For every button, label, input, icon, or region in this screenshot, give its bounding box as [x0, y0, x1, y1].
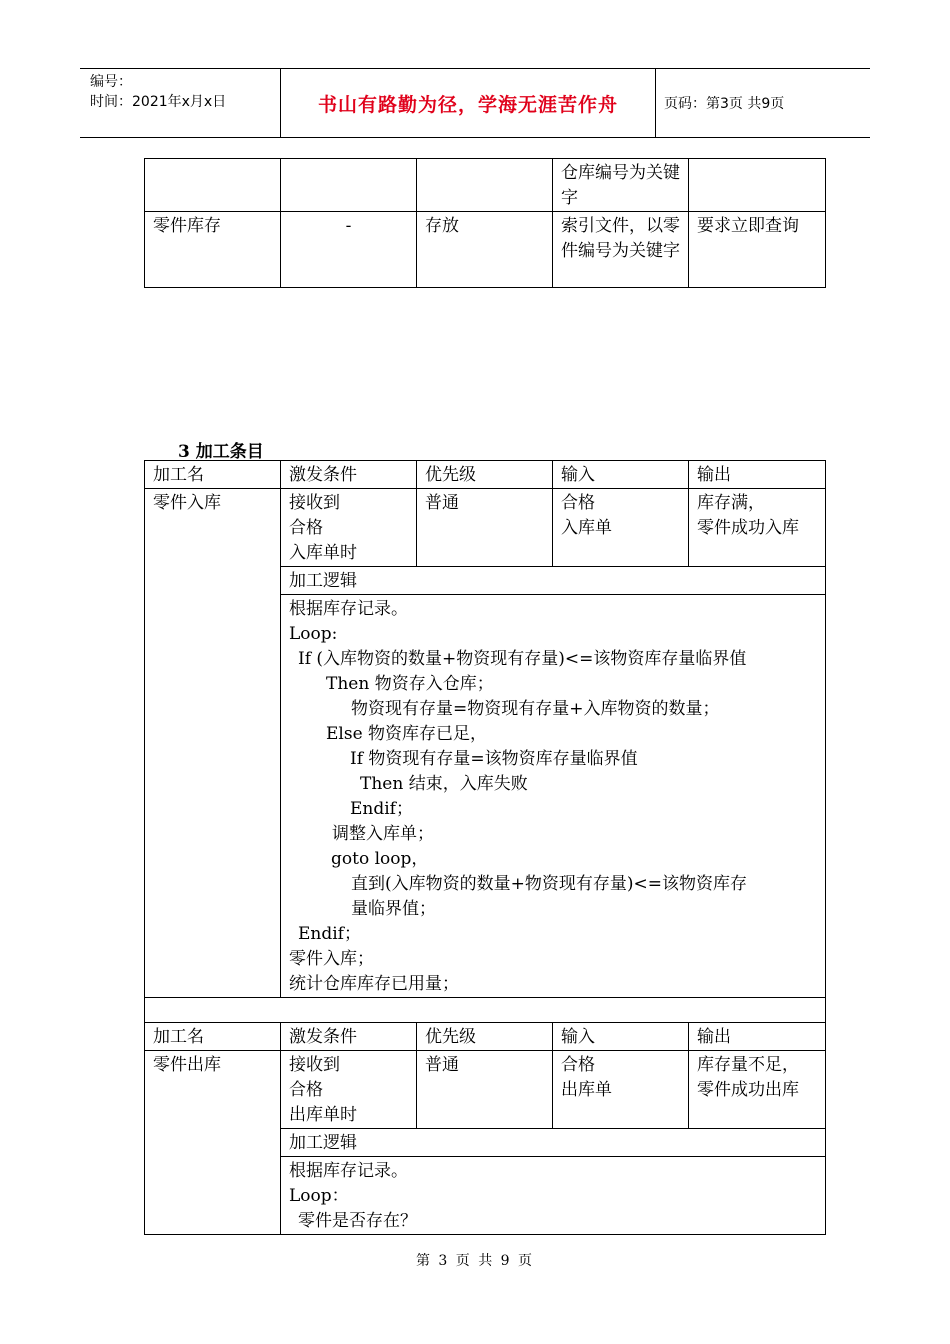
trigger-cell	[281, 489, 417, 567]
logic-label: 加工逻辑	[281, 1129, 826, 1157]
table-cell: 索引文件，以零件编号为关键字	[553, 212, 689, 288]
logic-line: Then 物资存入仓库；	[326, 674, 494, 694]
input-line: 合格	[561, 493, 595, 513]
process-name: 零件出库	[145, 1051, 281, 1235]
input-line: 合格	[561, 1055, 595, 1075]
header-cell: 输入	[553, 1023, 689, 1051]
table-cell: 仓库编号为关键字	[553, 159, 689, 212]
output-line: 零件成功出库	[697, 1080, 799, 1100]
header-motto: 书山有路勤为径，学海无涯苦作舟	[280, 69, 656, 137]
trigger-cell	[281, 1051, 417, 1129]
trigger-line: 接收到	[289, 1055, 340, 1075]
table-row	[145, 159, 826, 212]
section-title: 3 加工条目	[178, 442, 264, 462]
table-cell: 存放	[417, 212, 553, 288]
table-cell	[145, 159, 281, 212]
logic-line: 量临界值；	[351, 899, 436, 919]
header-cell: 激发条件	[281, 1023, 417, 1051]
data-store-table	[144, 158, 826, 288]
logic-cell	[281, 1157, 826, 1235]
header-cell: 输入	[553, 461, 689, 489]
logic-label: 加工逻辑	[281, 567, 826, 595]
table-row	[145, 489, 826, 567]
header-cell: 输出	[689, 461, 826, 489]
output-line: 零件成功入库	[697, 518, 799, 538]
logic-line: Loop：	[289, 1186, 349, 1206]
table-header-row	[145, 461, 826, 489]
logic-line: 根据库存记录。	[289, 1161, 408, 1181]
logic-line: Loop:	[289, 624, 338, 644]
input-line: 入库单	[561, 518, 612, 538]
header-cell: 激发条件	[281, 461, 417, 489]
table-row	[145, 1051, 826, 1129]
header-cell: 加工名	[145, 1023, 281, 1051]
header-cell: 输出	[689, 1023, 826, 1051]
logic-line: 零件入库；	[289, 949, 374, 969]
header-cell: 优先级	[417, 461, 553, 489]
logic-line: 根据库存记录。	[289, 599, 408, 619]
table-cell: 零件库存	[145, 212, 281, 288]
page-footer: 第 3 页 共 9 页	[415, 1253, 535, 1269]
table-cell	[281, 159, 417, 212]
page-header	[80, 68, 870, 138]
output-line: 库存满，	[697, 493, 765, 513]
logic-line: 零件是否存在？	[298, 1211, 417, 1231]
header-page-info: 页码：第3页 共9页	[664, 96, 785, 112]
input-cell	[553, 489, 689, 567]
logic-line: goto loop，	[331, 849, 429, 869]
logic-line: 调整入库单；	[332, 824, 434, 844]
priority-cell: 普通	[417, 1051, 553, 1129]
logic-line: If (入库物资的数量+物资现有存量)<=该物资库存量临界值	[298, 649, 747, 669]
date-label: 时间：2021年x月x日	[90, 94, 227, 110]
table-cell: 要求立即查询	[689, 212, 826, 288]
output-line: 库存量不足，	[697, 1055, 799, 1075]
table-cell	[689, 159, 826, 212]
table-header-row	[145, 1023, 826, 1051]
trigger-line: 合格	[289, 518, 323, 538]
priority-cell: 普通	[417, 489, 553, 567]
logic-line: 统计仓库库存已用量；	[289, 974, 459, 994]
output-cell	[689, 489, 826, 567]
spacer-cell	[145, 998, 826, 1023]
input-line: 出库单	[561, 1080, 612, 1100]
header-meta	[80, 69, 280, 137]
trigger-line: 入库单时	[289, 543, 357, 563]
logic-line: Then 结束，入库失败	[360, 774, 528, 794]
doc-number-label: 编号：	[90, 74, 132, 90]
logic-line: Endif；	[298, 924, 361, 944]
output-cell	[689, 1051, 826, 1129]
logic-cell	[281, 595, 826, 998]
table-cell	[417, 159, 553, 212]
header-cell: 加工名	[145, 461, 281, 489]
table-row	[145, 212, 826, 288]
process-table	[144, 460, 826, 1235]
header-cell: 优先级	[417, 1023, 553, 1051]
spacer-row	[145, 998, 826, 1023]
trigger-line: 合格	[289, 1080, 323, 1100]
process-name: 零件入库	[145, 489, 281, 998]
logic-line: 直到(入库物资的数量+物资现有存量)<=该物资库存	[351, 874, 747, 894]
logic-line: If 物资现有存量=该物资库存量临界值	[350, 749, 638, 769]
trigger-line: 接收到	[289, 493, 340, 513]
logic-line: 物资现有存量=物资现有存量+入库物资的数量；	[351, 699, 720, 719]
input-cell	[553, 1051, 689, 1129]
logic-line: Endif；	[350, 799, 413, 819]
table-cell: -	[281, 212, 417, 288]
trigger-line: 出库单时	[289, 1105, 357, 1125]
logic-line: Else 物资库存已足，	[326, 724, 488, 744]
